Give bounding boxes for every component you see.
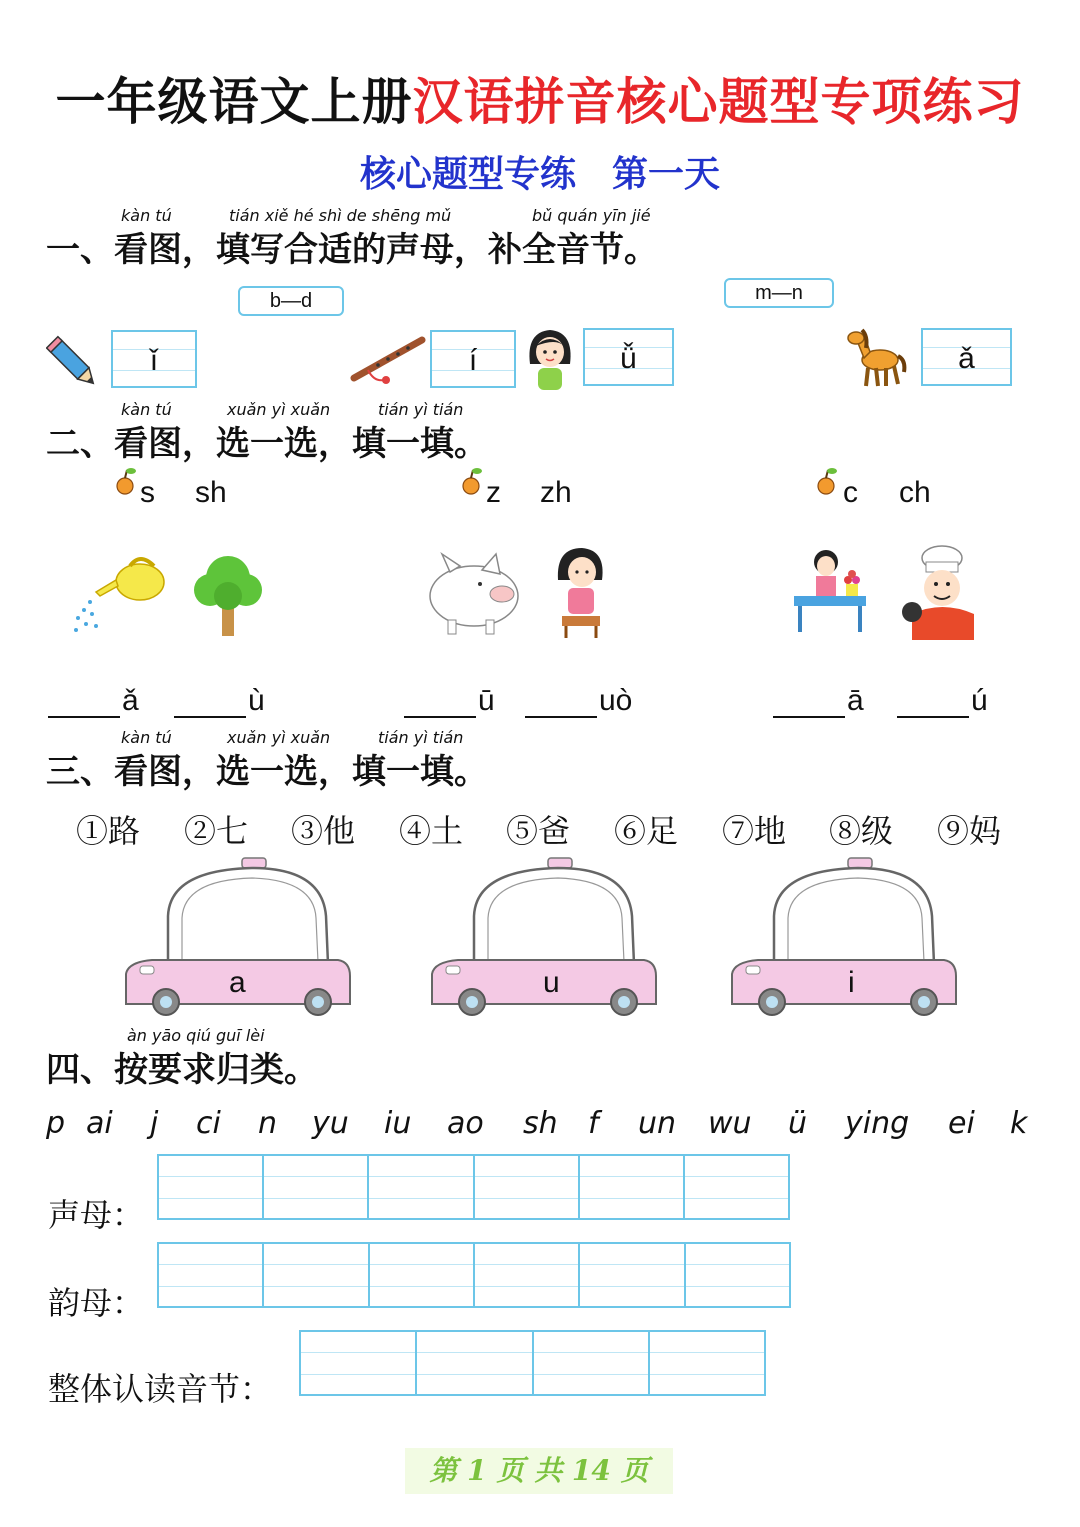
section1-pinyin-2: tián xiě hé shì de shēng mǔ [229, 206, 452, 225]
subtitle-part1: 核心题型专练 [359, 153, 576, 195]
grid-cell[interactable] [369, 1156, 474, 1218]
option-z: z [486, 476, 501, 509]
pig-icon [420, 544, 528, 638]
choice-5: ⑤爸 [506, 812, 571, 850]
car-icon [728, 856, 958, 1018]
title-red: 汉语拼音核心题型专项练习 [412, 72, 1025, 131]
letter-iu: iu [384, 1106, 412, 1141]
letter-n: n [258, 1106, 278, 1141]
sitting-girl-icon [552, 544, 610, 640]
fruit-icon [459, 466, 485, 496]
answer-box-4[interactable]: ǎ [921, 328, 1012, 386]
label-yunmu: 韵母： [48, 1284, 145, 1322]
choice-2: ②七 [184, 812, 249, 850]
label-shengmu: 声母： [48, 1196, 145, 1234]
blank-5[interactable]: ā [773, 684, 864, 718]
fruit-icon [814, 466, 840, 496]
choice-9: ⑨妈 [937, 812, 1002, 850]
car-letter-i: i [848, 966, 855, 999]
girl-icon [522, 324, 578, 390]
grid-cell[interactable] [370, 1244, 475, 1306]
fruit-icon [113, 466, 139, 496]
section2-heading: 二、看图，选一选，填一填。 [46, 424, 488, 464]
option-ch: ch [899, 476, 931, 509]
page-title [0, 62, 1080, 134]
grid-cell[interactable] [159, 1156, 264, 1218]
section4-pinyin: àn yāo qiú guī lèi [127, 1026, 265, 1045]
option-s: s [140, 476, 155, 509]
choice-7: ⑦地 [722, 812, 787, 850]
grid-shengmu[interactable] [157, 1154, 790, 1220]
subtitle-part2: 第一天 [612, 153, 721, 195]
hint-b-d: b—d [238, 286, 344, 316]
chef-icon [898, 544, 980, 640]
choice-6: ⑥足 [614, 812, 679, 850]
car-letter-a: a [229, 966, 246, 999]
grid-cell[interactable] [301, 1332, 417, 1394]
choice-3: ③他 [291, 812, 356, 850]
letter-sh: sh [523, 1106, 558, 1141]
grid-cell[interactable] [650, 1332, 764, 1394]
letter-ao: ao [447, 1106, 484, 1141]
label-zhengti: 整体认读音节： [48, 1370, 273, 1408]
option-c: c [843, 476, 858, 509]
grid-cell[interactable] [685, 1156, 788, 1218]
grid-cell[interactable] [159, 1244, 264, 1306]
blank-6[interactable]: ú [897, 684, 988, 718]
option-zh: zh [540, 476, 572, 509]
grid-yunmu[interactable] [157, 1242, 791, 1308]
grid-cell[interactable] [475, 1156, 580, 1218]
section1-heading: 一、看图，填写合适的声母，补全音节。 [46, 230, 658, 270]
grid-cell[interactable] [534, 1332, 650, 1394]
section1-pinyin-3: bǔ quán yīn jié [532, 206, 651, 225]
grid-cell[interactable] [264, 1244, 369, 1306]
section3-pinyin-3: tián yì tián [378, 728, 464, 747]
grid-zhengti[interactable] [299, 1330, 766, 1396]
hint-m-n: m—n [724, 278, 834, 308]
letter-ei: ei [948, 1106, 975, 1141]
choice-1: ①路 [76, 812, 141, 850]
letter-ci: ci [196, 1106, 221, 1141]
tree-icon [192, 548, 264, 638]
grid-cell[interactable] [475, 1244, 580, 1306]
grid-cell[interactable] [580, 1156, 685, 1218]
answer-box-1[interactable]: ǐ [111, 330, 197, 388]
letter-wu: wu [708, 1106, 752, 1141]
car-letter-u: u [543, 966, 560, 999]
flute-icon [348, 332, 426, 388]
blank-3[interactable]: ū [404, 684, 495, 718]
section1-pinyin-1: kàn tú [121, 206, 172, 225]
pencil-icon [46, 330, 108, 390]
answer-box-2[interactable]: í [430, 330, 516, 388]
grid-cell[interactable] [580, 1244, 685, 1306]
blank-2[interactable]: ù [174, 684, 265, 718]
letter-u-umlaut: ü [788, 1106, 808, 1141]
section2-pinyin-1: kàn tú [121, 400, 172, 419]
section2-pinyin-2: xuǎn yì xuǎn [227, 400, 331, 419]
page-footer: 第 1 页 共 14 页 [405, 1448, 673, 1494]
letter-f: f [588, 1106, 599, 1141]
choice-4: ④土 [399, 812, 464, 850]
letter-un: un [638, 1106, 677, 1141]
section2-pinyin-3: tián yì tián [378, 400, 464, 419]
letter-ying: ying [845, 1106, 910, 1141]
horse-icon [844, 324, 908, 390]
grid-cell[interactable] [686, 1244, 789, 1306]
letter-yu: yu [312, 1106, 349, 1141]
section4-heading: 四、按要求归类。 [46, 1050, 318, 1090]
section3-pinyin-1: kàn tú [121, 728, 172, 747]
blank-1[interactable]: ǎ [48, 684, 139, 718]
section3-heading: 三、看图，选一选，填一填。 [46, 752, 488, 792]
grid-cell[interactable] [264, 1156, 369, 1218]
option-sh: sh [195, 476, 227, 509]
blank-4[interactable]: uò [525, 684, 632, 718]
watering-can-icon [70, 552, 170, 636]
letter-p: p [46, 1106, 66, 1141]
grid-cell[interactable] [417, 1332, 533, 1394]
choice-8: ⑧级 [829, 812, 894, 850]
letter-j: j [150, 1106, 159, 1141]
title-black: 一年级语文上册 [55, 72, 413, 131]
letter-k: k [1010, 1106, 1028, 1141]
page-subtitle [0, 146, 1080, 197]
answer-box-3[interactable]: ǚ [583, 328, 674, 386]
section3-pinyin-2: xuǎn yì xuǎn [227, 728, 331, 747]
letter-ai: ai [86, 1106, 113, 1141]
girl-with-flowers-icon [790, 544, 870, 634]
